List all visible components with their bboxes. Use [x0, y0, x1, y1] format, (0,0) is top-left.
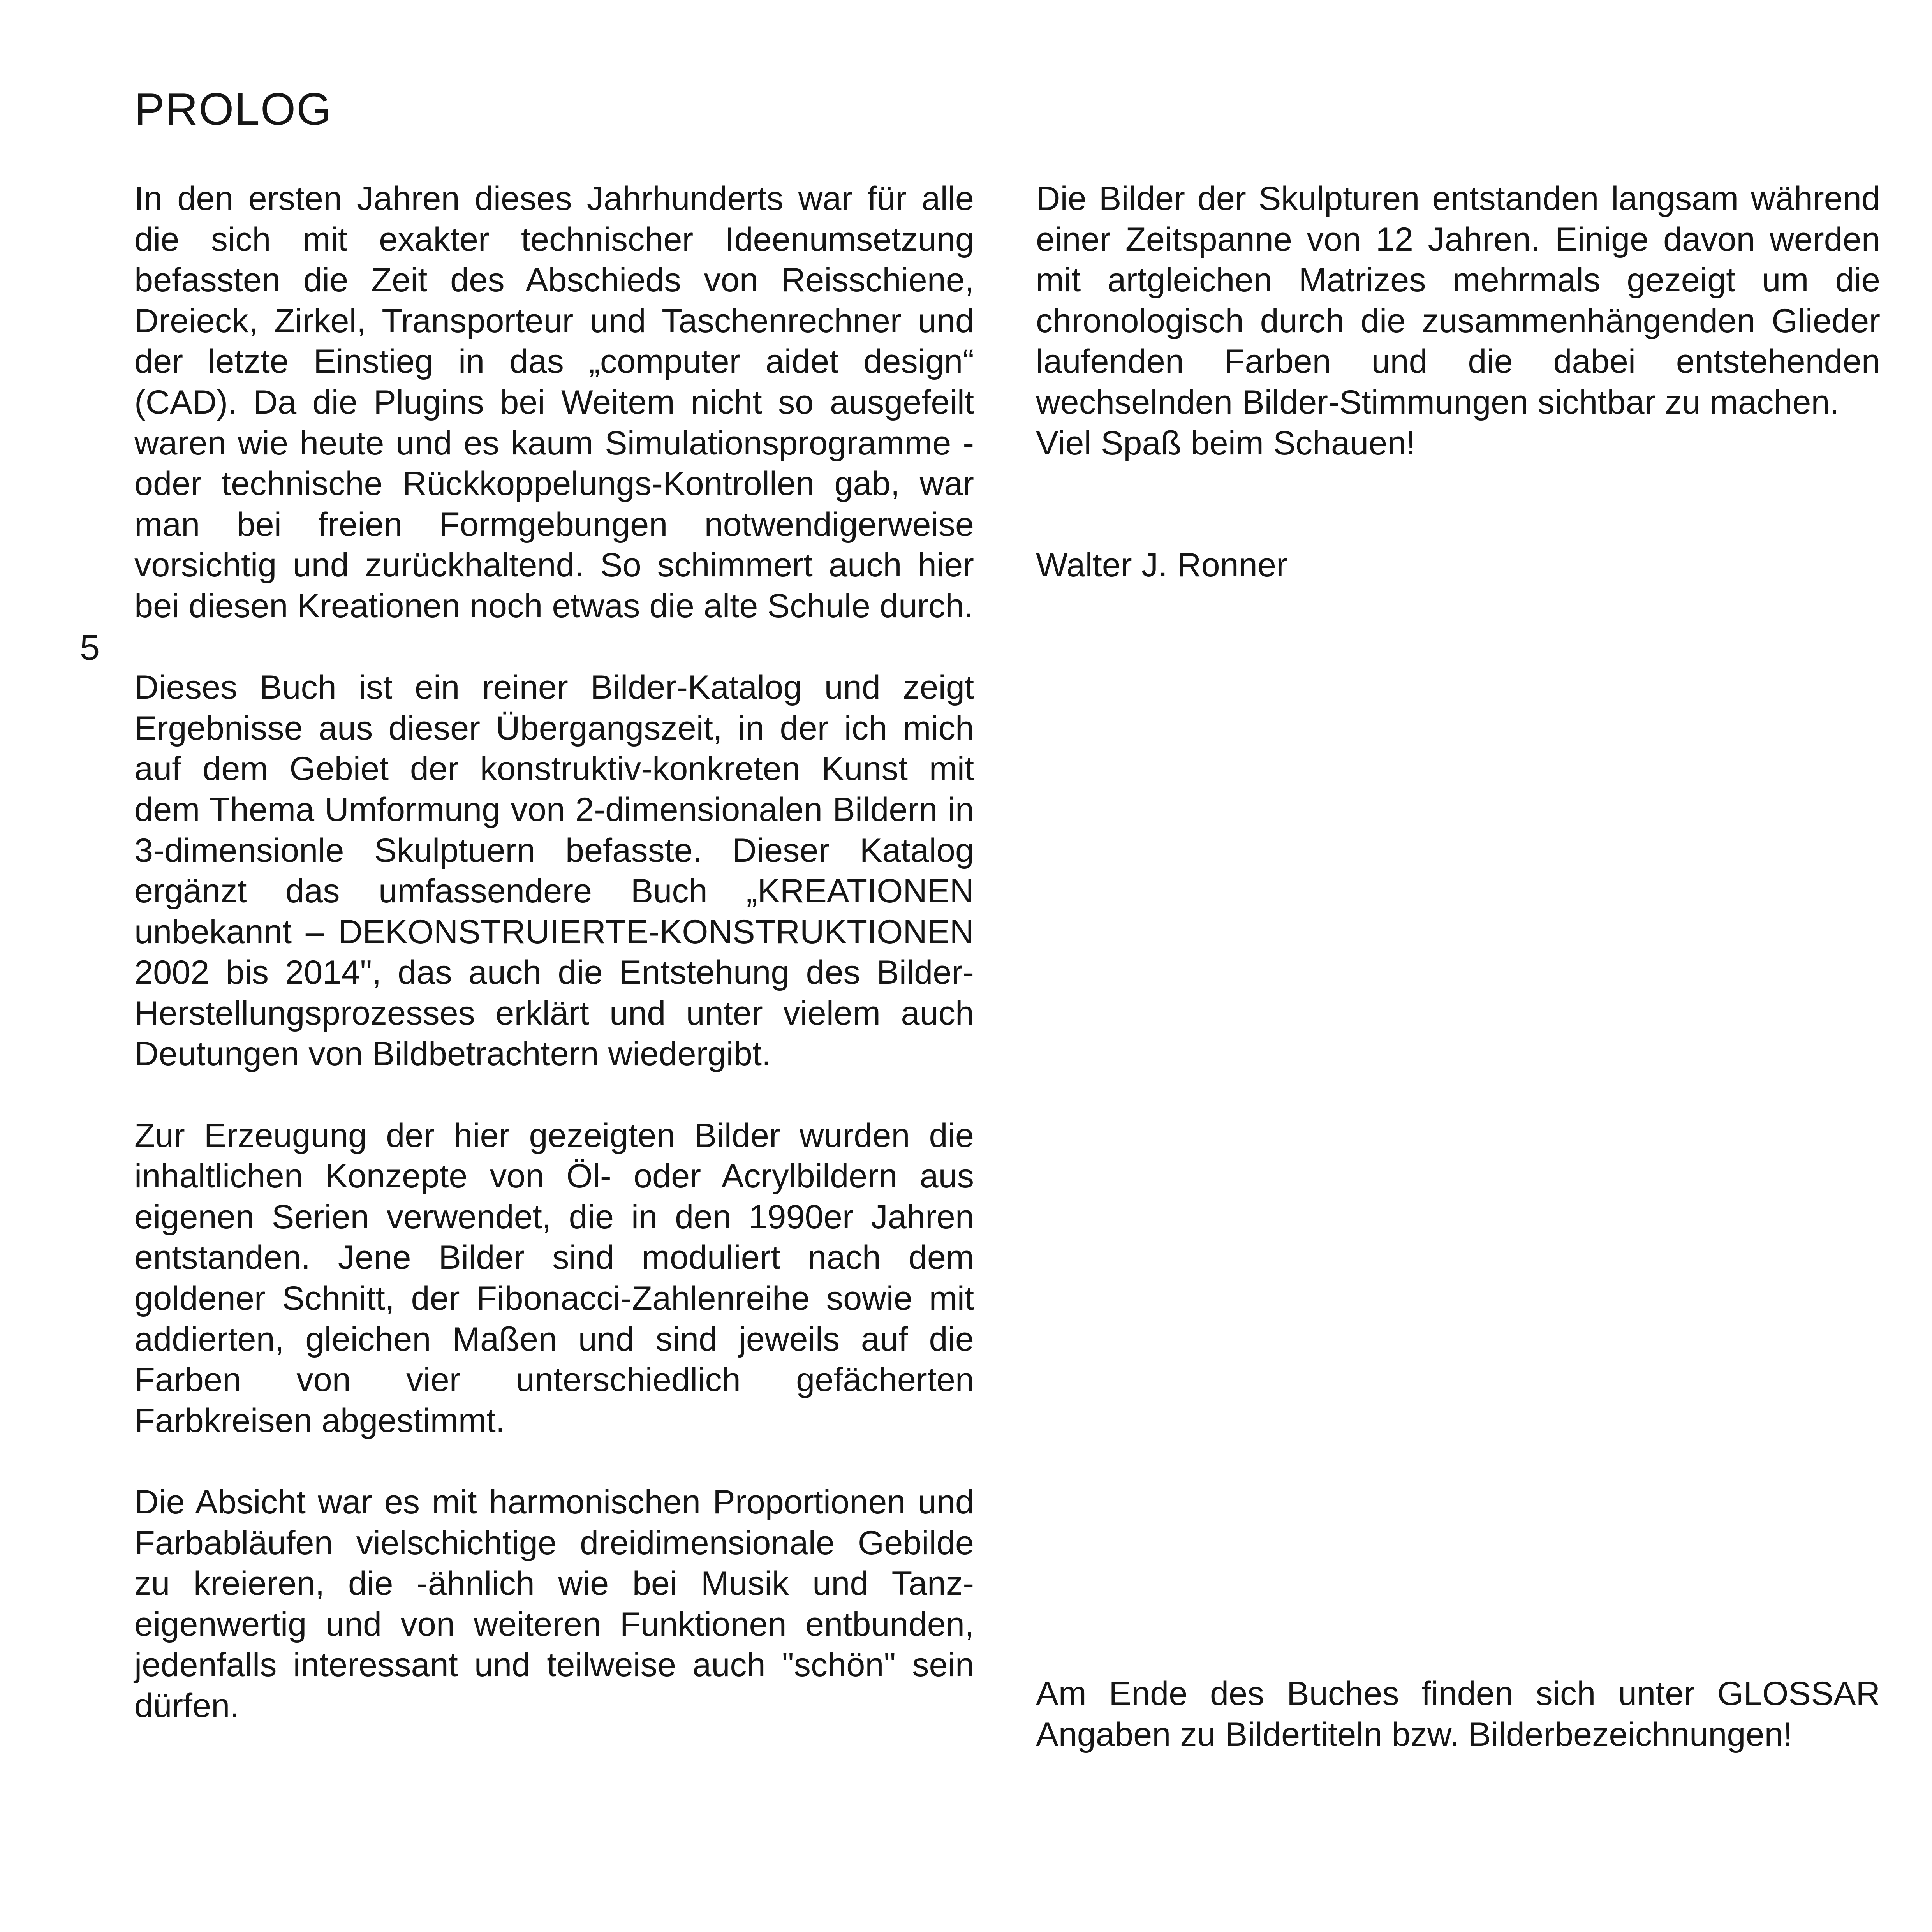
- paragraph-2: Dieses Buch ist ein reiner Bilder-Katalog und zeigt Ergebnisse aus dieser Übergangszeit, in der ich mich auf dem Gebiet der konstruktiv-konkreten Kunst mit dem Thema Umformung von 2-dimensionalen Bildern in 3-dimensionle Skulptuern befasste. Dieser Katalog ergänzt das umfassendere Buch „KREATIONEN unbekannt – DEKONSTRUIERTE-KONSTRUKTIONEN 2002 bis 2014", das auch die Entstehung des Bilder-Herstellungsprozesses erklärt und unter vielem auch Deutungen von Bildbetrachtern wiedergibt.: [134, 669, 974, 1073]
- closing-line: Viel Spaß beim Schauen!: [1036, 424, 1416, 462]
- page-number: 5: [80, 628, 100, 667]
- paragraph-4: Die Absicht war es mit harmonischen Proportionen und Farbabläufen vielschichtige dreidimensionale Gebilde zu kreieren, die -ähnlich wie bei Musik und Tanz- eigenwertig und von weiteren Funktionen entbunden, jedenfalls interessant und teilweise auch "schön" sein dürfen.: [134, 1483, 974, 1724]
- left-text-column: [134, 178, 974, 1726]
- right-paragraph: Die Bilder der Skulpturen entstanden langsam während einer Zeitspanne von 12 Jahren. Einige davon werden mit artgleichen Matrizes mehrmals gezeigt um die chronologisch durch die zusammenhängenden Glieder laufenden Farben und die dabei entstehenden wechselnden Bilder-Stimmungen sichtbar zu machen.: [1036, 180, 1880, 421]
- right-text-column: [1036, 178, 1880, 586]
- paragraph-3: Zur Erzeugung der hier gezeigten Bilder wurden die inhaltlichen Konzepte von Öl- oder Acrylbildern aus eigenen Serien verwendet, die in den 1990er Jahren entstanden. Jene Bilder sind moduliert nach dem goldener Schnitt, der Fibonacci-Zahlenreihe sowie mit addierten, gleichen Maßen und sind jeweils auf die Farben von vier unterschiedlich gefächerten Farbkreisen abgestimmt.: [134, 1117, 974, 1439]
- author-signature: Walter J. Ronner: [1036, 546, 1287, 584]
- glossar-note: Am Ende des Buches finden sich unter GLOSSAR Angaben zu Bildertiteln bzw. Bilderbezeichnungen!: [1036, 1675, 1880, 1753]
- paragraph-1: In den ersten Jahren dieses Jahrhunderts war für alle die sich mit exakter technischer Ideenumsetzung befassten die Zeit des Abschieds von Reisschiene, Dreieck, Zirkel, Transporteur und Taschenrechner und der letzte Einstieg in das „computer aidet design“ (CAD). Da die Plugins bei Weitem nicht so ausgefeilt waren wie heute und es kaum Simulationsprogramme -oder technische Rückkoppelungs-Kontrollen gab, war man bei freien Formgebungen notwendigerweise vorsichtig und zurückhaltend. So schimmert auch hier bei diesen Kreationen noch etwas die alte Schule durch.: [134, 180, 974, 625]
- page-title: PROLOG: [134, 84, 333, 134]
